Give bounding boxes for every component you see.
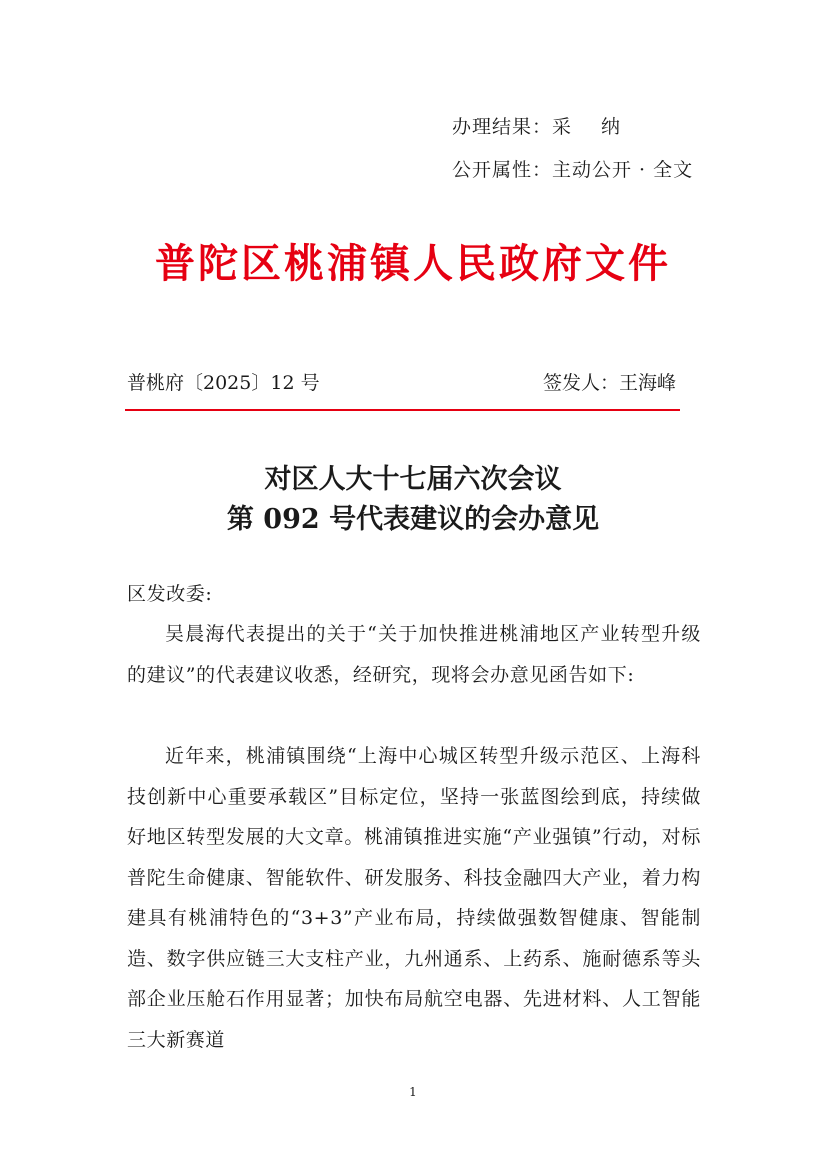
document-title-line-1: 对区人大十七届六次会议 (264, 464, 562, 495)
handling-result-value: 采纳 (552, 116, 651, 138)
disclosure-attribute (452, 155, 693, 182)
body-paragraph-1: 吴晨海代表提出的关于“关于加快推进桃浦地区产业转型升级的建议”的代表建议收悉，经研究，现将会办意见函告如下: (127, 623, 701, 686)
document-number: 普桃府〔2025〕12 号 (127, 372, 320, 394)
red-divider (125, 409, 680, 411)
body-paragraph-2: 近年来，桃浦镇围绕“上海中心城区转型升级示范区、上海科技创新中心重要承载区”目标定位，坚持一张蓝图绘到底，持续做好地区转型发展的大文章。桃浦镇推进实施“产业强镇”行动，对标普陀生命健康、智能软件、研发服务、科技金融四大产业，着力构建具有桃浦特色的“3+3”产业布局，持续做强数智健康、智能制造、数字供应链三大支柱产业，九州通系、上药系、施耐德系等头部企业压舱石作用显著；加快布局航空电器、先进材料、人工智能三大新赛道 (127, 745, 701, 1051)
page-number: 1 (409, 1085, 417, 1099)
document-title (0, 460, 826, 540)
handling-result-label: 办理结果： (452, 116, 553, 138)
handling-result (452, 112, 650, 139)
disclosure-attribute-label: 公开属性： (452, 159, 553, 181)
addressee: 区发改委: (127, 583, 213, 605)
document-title-line-2: 第 092 号代表建议的会办意见 (226, 504, 600, 535)
issuer-header: 普陀区桃浦镇人民政府文件 (155, 240, 671, 287)
signer: 签发人：王海峰 (543, 372, 677, 394)
disclosure-attribute-value: 主动公开 · 全文 (552, 159, 694, 181)
